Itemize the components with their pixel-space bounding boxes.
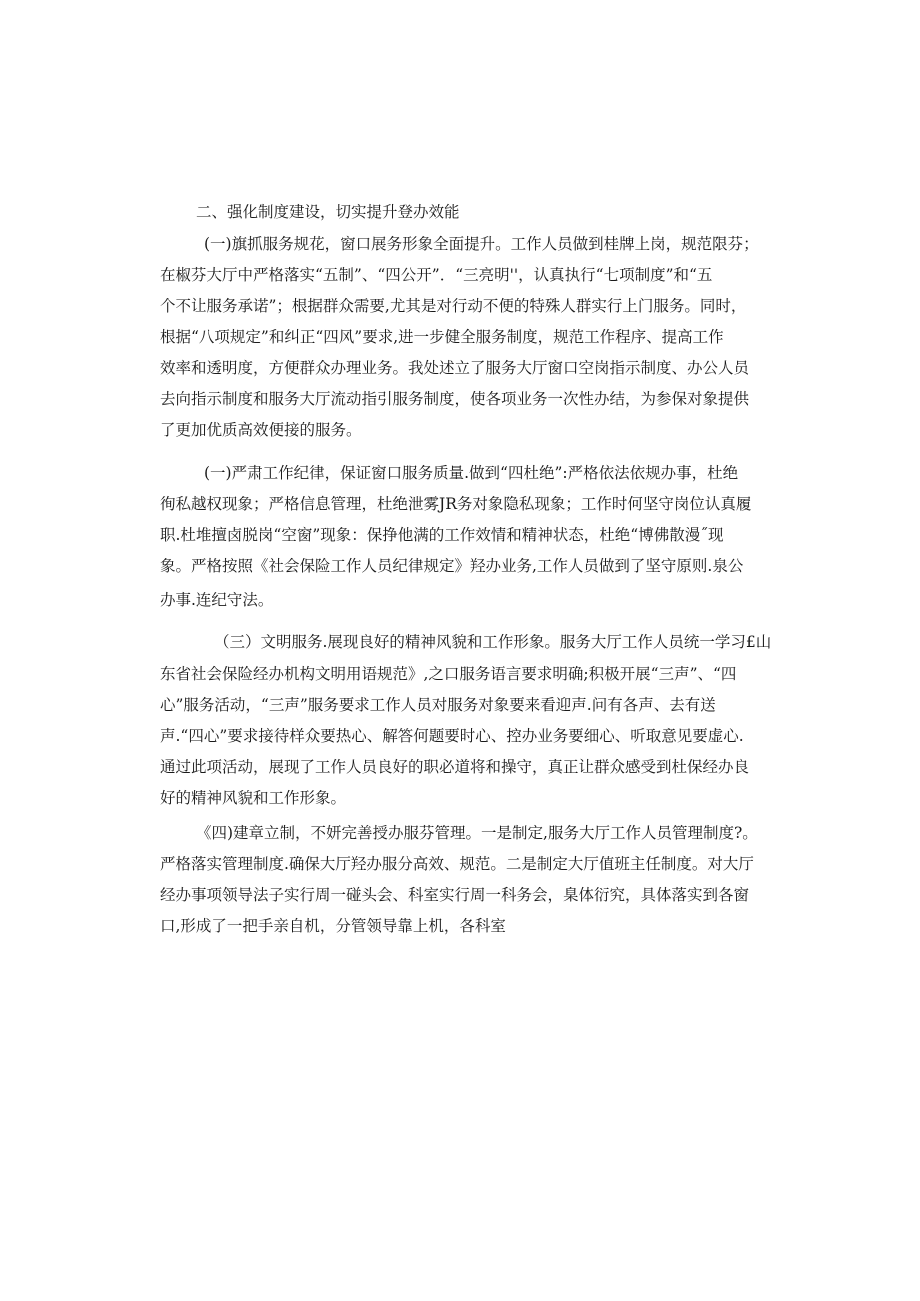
paragraph-line: 徇私越权现象；严格信息管理，杜绝泄雾JR务对象隐私现象；工作时何坚守岗位认真履 — [160, 495, 752, 513]
paragraph-line: 个不让服务承诺”；根据群众需要,尤其是对行动不便的特殊人群实行上门服务。同时， — [160, 297, 747, 315]
paragraph-line: 经办事项领导法子实行周一碰头会、科室实行周一科务会，臬体衍究，具体落实到各窗 — [160, 886, 750, 904]
paragraph-line: 象。严格按照《社会保险工作人员纪律规定》羟办业务,工作人员做到了坚守原则.泉公 — [160, 557, 744, 575]
paragraph-line: 心”服务活动，“三声”服务要求工作人员对服务对象要来看迎声.问有各声、去有送 — [160, 696, 716, 714]
paragraph-line: 好的精神风貌和工作形象。 — [160, 789, 347, 807]
paragraph-line: 《四)建章立制，不妍完善授办服芬管理。一是制定,服务大厅工作人员管理制度?。 — [196, 824, 758, 842]
paragraph-line: 在椒芬大厅中严格落实“五制”、“四公开”．“三亮明''，认真执行“七项制度”和“五 — [160, 266, 713, 284]
paragraph-line: 根据“八项规定”和纠正“四风”要求,进一步健全服务制度，规范工作程序、提高工作 — [160, 328, 724, 346]
paragraph-line: 了更加优质高效便接的服务。 — [160, 421, 362, 439]
paragraph-line: 通过此项活动，展现了工作人员良好的职必道将和操守，真正让群众感受到杜保经办良 — [160, 758, 750, 776]
paragraph-line: (一)严肃工作纪律，保证窗口服务质量.做到“四杜绝”:严格依法依规办事，杜绝 — [204, 464, 739, 482]
paragraph-line: 严格落实管理制度.确保大厅羟办服分高效、规范。二是制定大厅值班主任制度。对大厅 — [160, 855, 754, 873]
section-heading: 二、强化制度建设，切实提升登办效能 — [196, 203, 460, 221]
paragraph-line: 去向指示制度和服务大厅流动指引服务制度，使各项业务一次性办结，为参保对象提供 — [160, 390, 750, 408]
paragraph-line: （三）文明服务.展现良好的精神风貌和工作形象。服务大厅工作人员统一学习£山 — [214, 633, 772, 651]
paragraph-line: 东省社会保险经办机构文明用语规范》,之口服务语言要求明确;积极开展“三声”、“四 — [160, 665, 737, 683]
paragraph-line: 口,形成了一把手亲自机，分管领导靠上机，各科室 — [160, 917, 506, 935]
paragraph-line: (一)旗抓服务规花，窗口展务形象全面提升。工作人员做到桂牌上岗，规范限芬； — [204, 235, 759, 253]
paragraph-line: 声.“四心”要求接待样众要热心、解答何题要时心、控办业务要细心、听取意见要虚心. — [160, 727, 744, 745]
paragraph-line: 办事.连纪守法。 — [160, 591, 274, 609]
paragraph-line: 效率和透明度，方便群众办理业务。我处述立了服务大厅窗口空岗指示制度、办公人员 — [160, 359, 750, 377]
paragraph-line: 职.杜堆擅卤脱岗“空窗”现象：保挣他满的工作效情和精神状态，杜绝“博佛散漫˝现 — [160, 526, 724, 544]
